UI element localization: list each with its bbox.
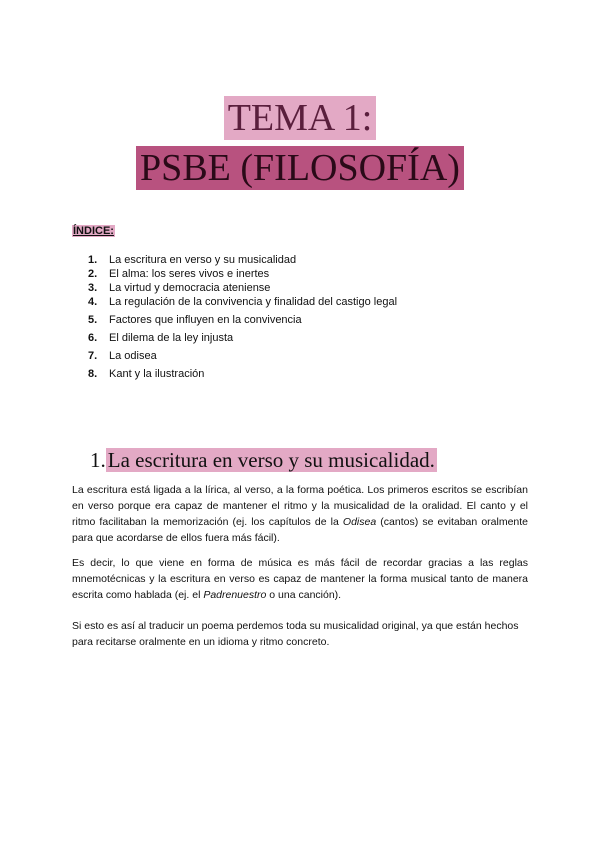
- index-label: ÍNDICE:: [73, 225, 114, 237]
- paragraph-1-text-b: (cantos) se evitaban oralmente para que acordarse de ellos fuera más fácil).: [72, 516, 529, 544]
- index-item-number: 2.: [88, 268, 98, 280]
- index-item-number: 5.: [88, 314, 98, 326]
- index-item: [88, 296, 397, 308]
- index-item: [88, 368, 397, 380]
- paragraph-1: [72, 482, 528, 546]
- index-item: [88, 268, 397, 280]
- index-item-text: La virtud y democracia ateniense: [109, 282, 271, 294]
- index-item: [88, 332, 397, 344]
- index-item-text: El dilema de la ley injusta: [109, 332, 234, 344]
- index-item-text: La regulación de la convivencia y finalidad del castigo legal: [109, 296, 398, 308]
- title-line-1-wrap: [0, 96, 600, 140]
- paragraph-2-text-b: o una canción).: [266, 589, 342, 601]
- index-item-text: Factores que influyen en la convivencia: [109, 314, 302, 326]
- index-item-text: La escritura en verso y su musicalidad: [109, 254, 297, 266]
- title-line-2-wrap: [0, 146, 600, 190]
- index-item-number: 7.: [88, 350, 98, 362]
- index-item: [88, 282, 397, 294]
- section-1-number: 1.: [90, 448, 106, 472]
- index-item-number: 8.: [88, 368, 98, 380]
- title-line-2: PSBE (FILOSOFÍA): [136, 146, 464, 190]
- index-item: [88, 314, 397, 326]
- index-item-number: 3.: [88, 282, 98, 294]
- index-item-text: El alma: los seres vivos e inertes: [109, 268, 270, 280]
- paragraph-1-text-a: La escritura está ligada a la lírica, al verso, a la forma poética. Los primeros escritos se escribían en verso porque era capaz de mantener el ritmo y la musicalidad de la oralidad. El canto y el ritmo facilitaban la memorización (ej. los capítulos de la: [72, 484, 528, 528]
- paragraph-2: [72, 555, 528, 603]
- index-list: [88, 254, 397, 380]
- index-item-text: La odisea: [109, 350, 157, 362]
- paragraph-1-emphasis: Odisea: [342, 516, 377, 528]
- index-item: [88, 350, 397, 362]
- index-item-number: 6.: [88, 332, 98, 344]
- index-item-number: 1.: [88, 254, 98, 266]
- title-line-1: TEMA 1:: [224, 96, 377, 140]
- section-1-heading: [90, 448, 437, 473]
- index-item-number: 4.: [88, 296, 98, 308]
- paragraph-2-text-a: Es decir, lo que viene en forma de música es más fácil de recordar gracias a las reglas mnemotécnicas y la escritura en verso es capaz de mantener la forma musical tanto de manera escrita como hablada (ej. el: [72, 557, 528, 601]
- index-item-text: Kant y la ilustración: [109, 368, 205, 380]
- paragraph-2-emphasis: Padrenuestro: [203, 589, 267, 601]
- index-item: [88, 254, 397, 266]
- paragraph-3: Si esto es así al traducir un poema perdemos toda su musicalidad original, ya que están hechos para recitarse oralmente en un idioma y ritmo concreto.: [72, 620, 519, 648]
- section-1-title: La escritura en verso y su musicalidad.: [107, 448, 435, 472]
